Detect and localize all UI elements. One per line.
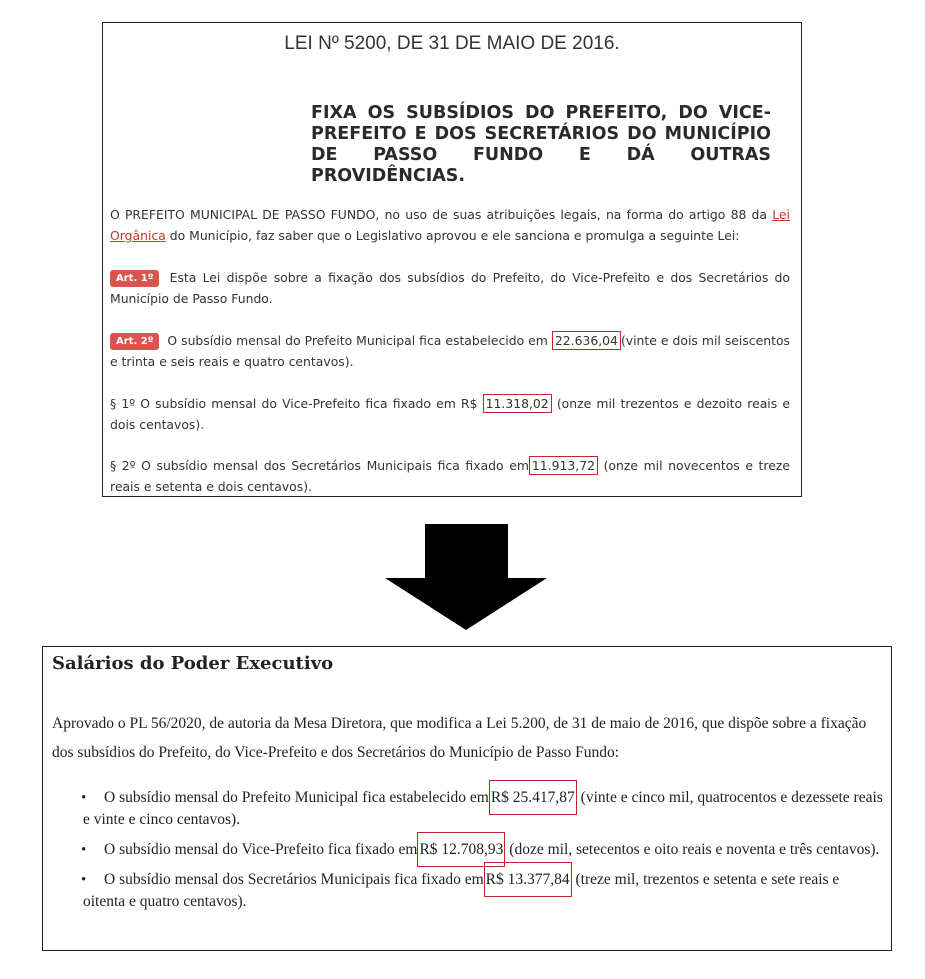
law-paragraph-1 xyxy=(110,393,790,435)
item-value-highlight: R$ 12.708,93 xyxy=(417,832,505,867)
law-article-1 xyxy=(110,267,790,309)
art-2-text: O subsídio mensal do Prefeito Municipal fica estabelecido em xyxy=(167,333,548,348)
item-text: O subsídio mensal do Prefeito Municipal fica estabelecido em xyxy=(104,789,489,806)
item-text: O subsídio mensal do Vice-Prefeito fica fixado em xyxy=(104,841,418,858)
law-article-2 xyxy=(110,330,790,372)
paragraph-2-value-highlight: 11.913,72 xyxy=(529,456,598,475)
art-1-text: Esta Lei dispõe sobre a fixação dos subsídios do Prefeito, do Vice-Prefeito e dos Secretários do Município de Passo Fundo. xyxy=(110,270,790,306)
list-item xyxy=(43,869,891,913)
item-value-highlight: R$ 25.417,87 xyxy=(489,780,577,815)
paragraph-1-text-end: (onze mil trezentos e dezoito reais e dois centavos). xyxy=(110,396,790,432)
paragraph-2-text: § 2º O subsídio mensal dos Secretários Municipais fica fixado em xyxy=(110,458,529,473)
preamble-text: O PREFEITO MUNICIPAL DE PASSO FUNDO, no uso de suas atribuições legais, na forma do artigo 88 da xyxy=(110,207,768,222)
preamble-text-end: do Município, faz saber que o Legislativo aprovou e ele sanciona e promulga a seguinte Lei: xyxy=(169,228,740,243)
law-ementa: FIXA OS SUBSÍDIOS DO PREFEITO, DO VICE-PREFEITO E DOS SECRETÁRIOS DO MUNICÍPIO DE PASSO FUNDO E DÁ OUTRAS PROVIDÊNCIAS. xyxy=(311,103,771,186)
art-2-text-end: (vinte e dois mil seiscentos e trinta e seis reais e quatro centavos). xyxy=(110,333,790,369)
item-value-highlight: R$ 13.377,84 xyxy=(484,862,572,897)
art-2-badge: Art. 2º xyxy=(110,333,159,350)
item-text: O subsídio mensal dos Secretários Municipais fica fixado em xyxy=(104,871,484,888)
art-1-badge: Art. 1º xyxy=(110,270,159,287)
law-paragraph-2 xyxy=(110,455,790,497)
list-item xyxy=(43,839,891,861)
news-title: Salários do Poder Executivo xyxy=(52,653,334,674)
lei-organica-link[interactable]: Lei Orgânica xyxy=(110,207,790,243)
list-item xyxy=(43,787,891,831)
law-preamble xyxy=(110,204,790,246)
law-document xyxy=(102,22,802,497)
item-text-end: (vinte e cinco mil, quatrocentos e dezessete reais e vinte e cinco centavos). xyxy=(83,789,883,828)
paragraph-1-value-highlight: 11.318,02 xyxy=(483,394,552,413)
paragraph-2-text-end: (onze mil novecentos e treze reais e setenta e dois centavos). xyxy=(110,458,790,494)
arrow-shaft xyxy=(425,524,508,579)
news-summary xyxy=(42,646,892,951)
art-2-value-highlight: 22.636,04 xyxy=(552,331,621,350)
law-title: LEI Nº 5200, DE 31 DE MAIO DE 2016. xyxy=(284,33,620,54)
salary-list xyxy=(43,787,891,921)
paragraph-1-text: § 1º O subsídio mensal do Vice-Prefeito fica fixado em R$ xyxy=(110,396,478,411)
news-intro: Aprovado o PL 56/2020, de autoria da Mesa Diretora, que modifica a Lei 5.200, de 31 de maio de 2016, que dispõe sobre a fixação dos subsídios do Prefeito, do Vice-Prefeito e dos Secretários do Município de Passo Fundo: xyxy=(52,715,867,761)
arrow-head xyxy=(385,578,547,630)
item-text-end: (doze mil, setecentos e oito reais e noventa e três centavos). xyxy=(509,841,880,858)
item-text-end: (treze mil, trezentos e setenta e sete reais e oitenta e quatro centavos). xyxy=(83,871,840,910)
